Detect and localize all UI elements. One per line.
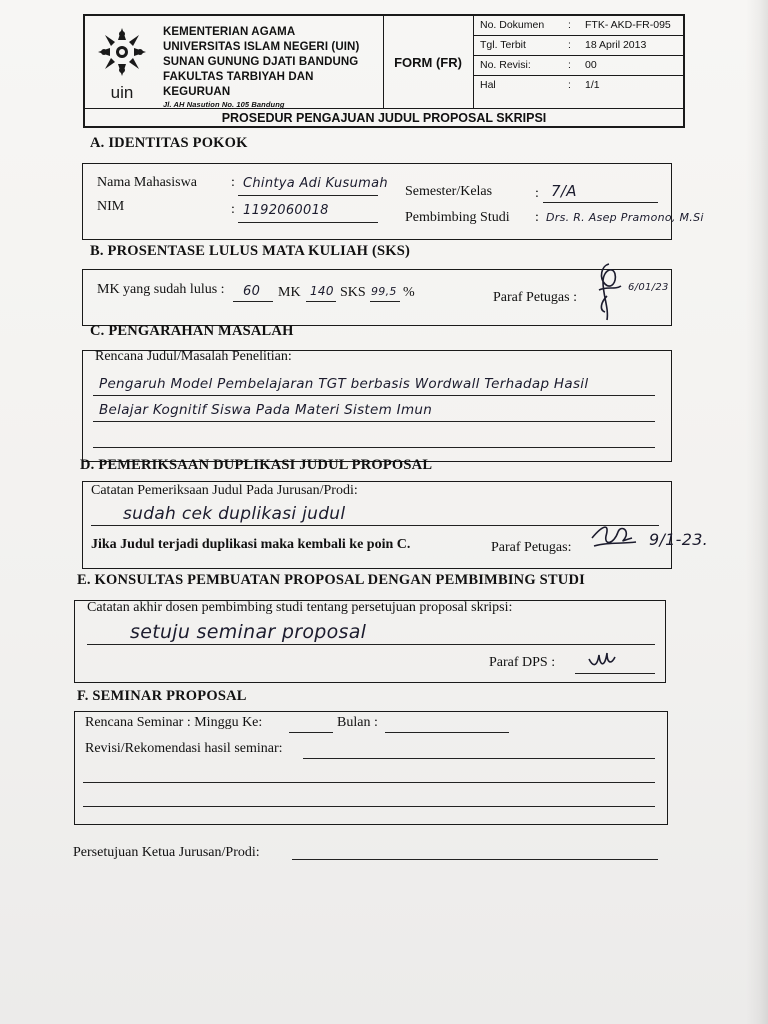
institution-address: Jl. AH Nasution No. 105 Bandung bbox=[163, 100, 285, 109]
uin-logo-icon bbox=[93, 24, 151, 104]
judul-line-3 bbox=[93, 447, 655, 448]
catatan-dosen-line bbox=[87, 644, 655, 645]
section-d-box bbox=[82, 481, 709, 569]
mk-label: MK yang sudah lulus : bbox=[97, 282, 225, 297]
institution-block bbox=[85, 16, 384, 108]
institution-line-1: KEMENTERIAN AGAMA bbox=[163, 26, 296, 38]
meta-row: No. Revisi: : 00 bbox=[473, 56, 683, 76]
section-e-box bbox=[74, 600, 666, 683]
minggu-line bbox=[289, 732, 333, 733]
form-label: FORM (FR) bbox=[383, 16, 474, 108]
catatan-judul-line bbox=[91, 525, 659, 526]
nim-label: NIM bbox=[97, 199, 125, 214]
logo-text: uin bbox=[110, 83, 134, 102]
mk-value: 60 bbox=[243, 284, 261, 299]
rencana-judul-label: Rencana Judul/Masalah Penelitian: bbox=[95, 349, 292, 364]
signature-petugas-b-icon bbox=[591, 260, 627, 324]
duplikasi-warning: Jika Judul terjadi duplikasi maka kembali ke poin C. bbox=[91, 537, 411, 552]
paraf-dps-label: Paraf DPS : bbox=[489, 655, 556, 670]
revisi-line-2 bbox=[83, 782, 655, 783]
pembimbing-value: Drs. R. Asep Pramono, M.Si bbox=[546, 211, 704, 224]
section-c-box bbox=[82, 350, 672, 462]
judul-line-1 bbox=[93, 395, 655, 396]
nim-line bbox=[238, 222, 378, 223]
revisi-line-3 bbox=[83, 806, 655, 807]
nim-value: 1192060018 bbox=[243, 203, 329, 218]
revisi-label: Revisi/Rekomendasi hasil seminar: bbox=[85, 741, 283, 756]
mk-line bbox=[233, 301, 273, 302]
paper-edge-shadow bbox=[746, 0, 768, 1024]
paraf-petugas-d-label: Paraf Petugas: bbox=[491, 540, 572, 555]
mk-unit: MK bbox=[278, 285, 301, 300]
institution-line-4: FAKULTAS TARBIYAH DAN KEGURUAN bbox=[163, 71, 314, 98]
nama-line bbox=[238, 195, 378, 196]
rencana-seminar-label: Rencana Seminar : Minggu Ke: bbox=[85, 715, 263, 730]
percent-line bbox=[370, 301, 400, 302]
bulan-line bbox=[385, 732, 509, 733]
meta-row: Hal : 1/1 bbox=[480, 79, 600, 91]
persetujuan-line bbox=[292, 859, 658, 860]
section-d-title: D. PEMERIKSAAN DUPLIKASI JUDUL PROPOSAL bbox=[80, 457, 433, 473]
document-meta bbox=[473, 16, 683, 108]
meta-row: No. Dokumen : FTK- AKD-FR-095 bbox=[473, 16, 683, 36]
nama-label: Nama Mahasiswa bbox=[97, 175, 197, 190]
meta-key: Tgl. Terbit bbox=[480, 39, 526, 51]
document-title: PROSEDUR PENGAJUAN JUDUL PROPOSAL SKRIPSI bbox=[85, 108, 683, 127]
sks-unit: SKS bbox=[340, 285, 366, 300]
section-f-title: F. SEMINAR PROPOSAL bbox=[77, 688, 247, 704]
meta-key: No. Revisi: bbox=[480, 59, 531, 71]
meta-value: FTK- AKD-FR-095 bbox=[585, 19, 671, 31]
percent-unit: % bbox=[403, 285, 415, 300]
sks-value: 140 bbox=[310, 284, 334, 298]
semester-label: Semester/Kelas bbox=[405, 184, 493, 199]
semester-line bbox=[543, 202, 658, 203]
section-b-title: B. PROSENTASE LULUS MATA KULIAH (SKS) bbox=[90, 243, 411, 259]
institution-line-3: SUNAN GUNUNG DJATI BANDUNG bbox=[163, 56, 359, 68]
percent-value: 99,5 bbox=[371, 285, 397, 298]
paraf-petugas-label: Paraf Petugas : bbox=[493, 290, 577, 305]
catatan-dosen-label: Catatan akhir dosen pembimbing studi tentang persetujuan proposal skripsi: bbox=[87, 600, 513, 615]
meta-row: Tgl. Terbit : 18 April 2013 bbox=[473, 36, 683, 56]
signature-petugas-d-icon bbox=[588, 518, 638, 552]
catatan-judul-note: sudah cek duplikasi judul bbox=[123, 504, 346, 524]
sks-line bbox=[306, 301, 336, 302]
nama-value: Chintya Adi Kusumah bbox=[243, 176, 388, 191]
meta-value: 00 bbox=[585, 59, 597, 71]
section-a-title: A. IDENTITAS POKOK bbox=[90, 135, 248, 151]
meta-key: No. Dokumen bbox=[480, 19, 545, 31]
judul-line-2 bbox=[93, 421, 655, 422]
semester-value: 7/A bbox=[551, 182, 577, 200]
document-header bbox=[83, 14, 685, 128]
paraf-dps-line bbox=[575, 673, 655, 674]
institution-name bbox=[163, 25, 383, 110]
catatan-judul-label: Catatan Pemeriksaan Judul Pada Jurusan/Prodi: bbox=[91, 483, 358, 498]
catatan-dosen-note: setuju seminar proposal bbox=[130, 621, 367, 643]
meta-value: 18 April 2013 bbox=[585, 39, 647, 51]
pembimbing-label: Pembimbing Studi bbox=[405, 210, 510, 225]
signature-dps-icon bbox=[587, 649, 617, 671]
paraf-date-b: 6/01/23 bbox=[628, 282, 669, 293]
paraf-date-d: 9/1-23. bbox=[649, 530, 709, 549]
persetujuan-label: Persetujuan Ketua Jurusan/Prodi: bbox=[73, 845, 260, 860]
bulan-label: Bulan : bbox=[337, 715, 378, 730]
section-e-title: E. KONSULTAS PEMBUATAN PROPOSAL DENGAN PEMBIMBING STUDI bbox=[77, 572, 585, 588]
revisi-line-1 bbox=[303, 758, 655, 759]
meta-key: Hal bbox=[480, 79, 496, 91]
section-a-box: Nama Mahasiswa : Chintya Adi Kusumah NIM : 1192060018 Semester/Kelas : 7/A Pembimbing Studi : Drs. R. Asep Pramono, M.Si bbox=[82, 163, 672, 240]
judul-line-1-text: Pengaruh Model Pembelajaran TGT berbasis Wordwall Terhadap Hasil bbox=[99, 376, 589, 392]
section-f-box bbox=[74, 711, 668, 825]
institution-line-2: UNIVERSITAS ISLAM NEGERI (UIN) bbox=[163, 41, 360, 53]
meta-value: 1/1 bbox=[585, 79, 600, 91]
section-c-title: C. PENGARAHAN MASALAH bbox=[90, 323, 294, 339]
section-b-box bbox=[82, 269, 672, 326]
judul-line-2-text: Belajar Kognitif Siswa Pada Materi Sistem Imun bbox=[99, 402, 433, 418]
